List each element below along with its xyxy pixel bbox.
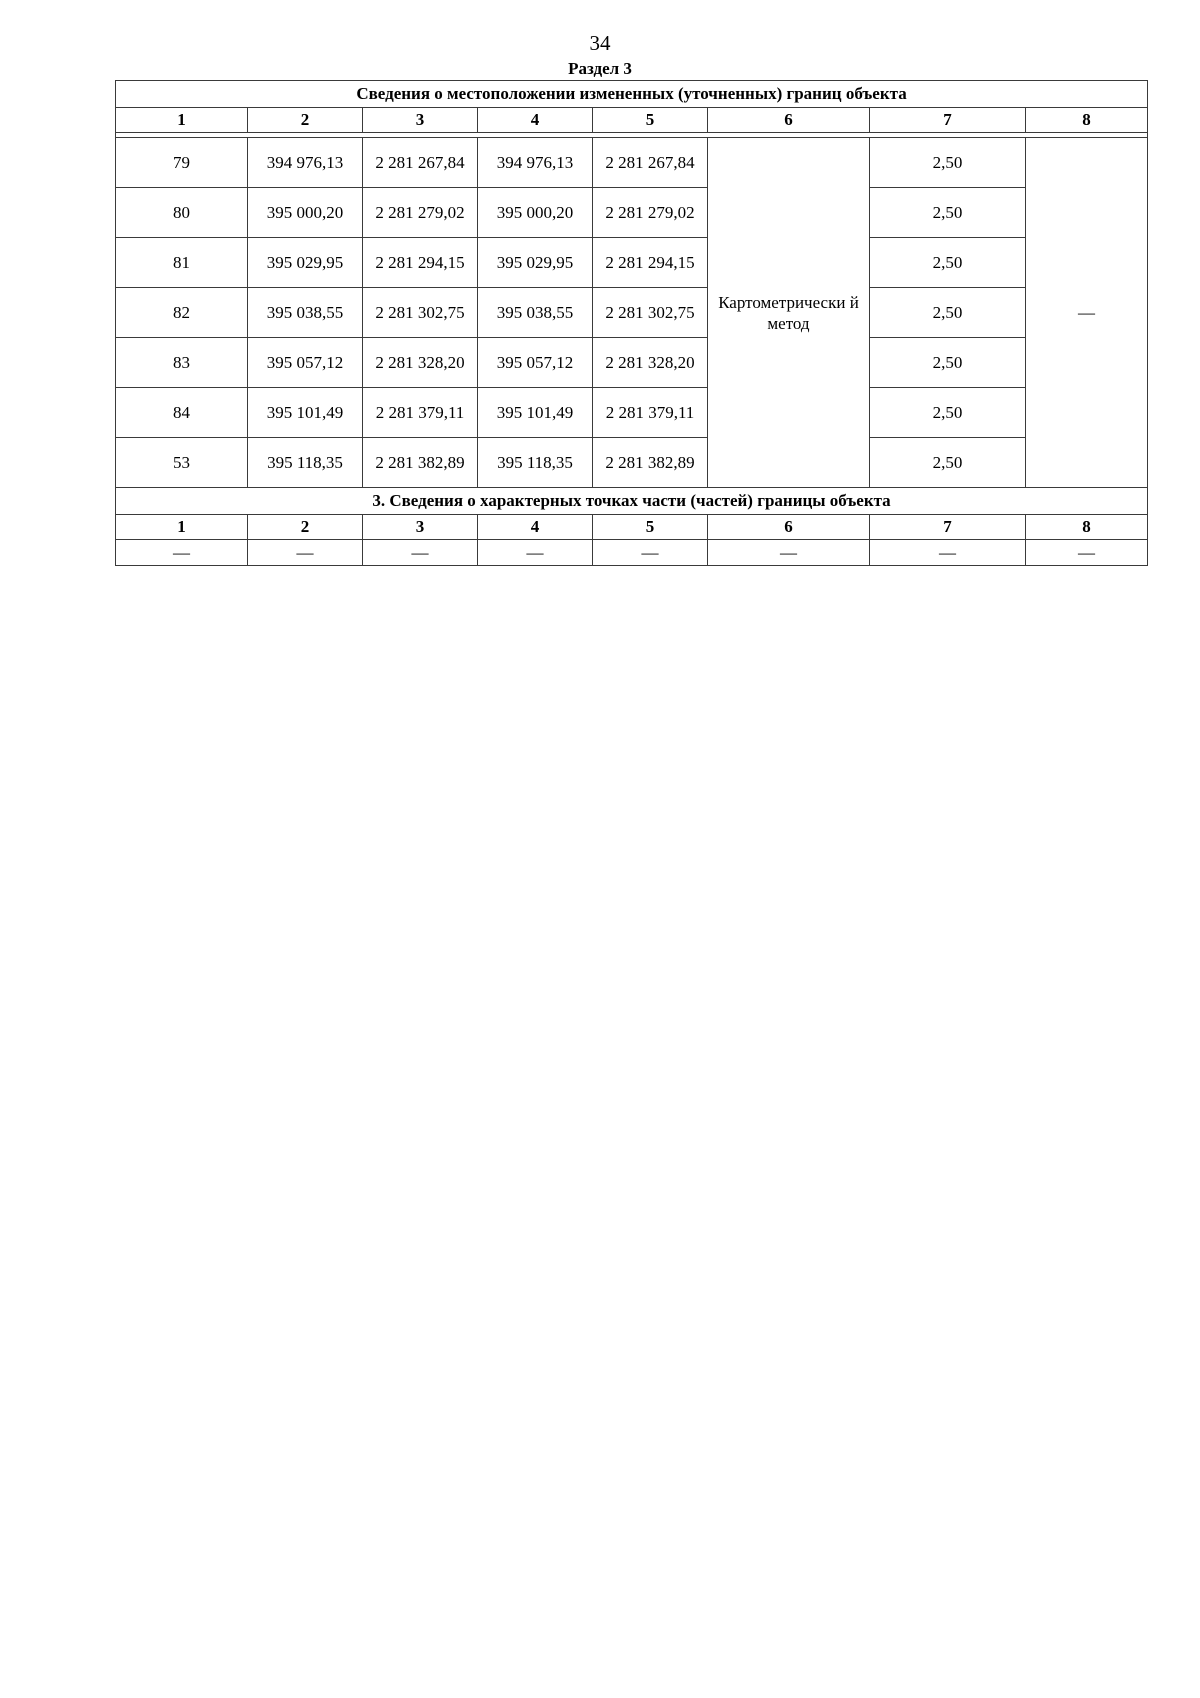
y-new: 2 281 279,02 [593,188,708,238]
section2-caption: 3. Сведения о характерных точках части (частей) границы объекта [116,488,1148,515]
x-new: 395 038,55 [478,288,593,338]
point-number: 80 [116,188,248,238]
section2-header-row [116,515,1148,540]
x-new: 395 029,95 [478,238,593,288]
section2-caption-row [116,488,1148,515]
table-caption: Сведения о местоположении измененных (уточненных) границ объекта [116,81,1148,108]
column-header: 6 [708,108,870,133]
empty-dash: — [363,540,478,566]
section-title: Раздел 3 [568,59,632,78]
table-row [116,138,1148,188]
section2-empty-row [116,540,1148,566]
y-new: 2 281 382,89 [593,438,708,488]
column-header: 4 [478,515,593,540]
empty-dash: — [593,540,708,566]
table-row [116,238,1148,288]
table-row [116,388,1148,438]
point-number: 81 [116,238,248,288]
empty-dash: — [248,540,363,566]
x-existing: 395 118,35 [248,438,363,488]
table-row [116,188,1148,238]
column-header: 3 [363,515,478,540]
point-number: 82 [116,288,248,338]
y-existing: 2 281 379,11 [363,388,478,438]
boundary-table [115,80,1148,566]
column-header: 7 [870,515,1026,540]
y-existing: 2 281 382,89 [363,438,478,488]
column-header: 5 [593,108,708,133]
y-new: 2 281 294,15 [593,238,708,288]
column-header: 2 [248,108,363,133]
header-row [116,108,1148,133]
column-header: 5 [593,515,708,540]
column-header: 7 [870,108,1026,133]
accuracy: 2,50 [870,138,1026,188]
point-number: 84 [116,388,248,438]
point-number: 53 [116,438,248,488]
column-header: 1 [116,515,248,540]
column-header: 6 [708,515,870,540]
y-new: 2 281 379,11 [593,388,708,438]
column-header: 8 [1026,108,1148,133]
point-number: 83 [116,338,248,388]
x-existing: 395 000,20 [248,188,363,238]
x-new: 395 057,12 [478,338,593,388]
accuracy: 2,50 [870,238,1026,288]
x-existing: 395 038,55 [248,288,363,338]
y-new: 2 281 328,20 [593,338,708,388]
empty-dash: — [116,540,248,566]
column-header: 2 [248,515,363,540]
y-existing: 2 281 279,02 [363,188,478,238]
y-new: 2 281 267,84 [593,138,708,188]
accuracy: 2,50 [870,188,1026,238]
y-existing: 2 281 328,20 [363,338,478,388]
empty-dash: — [478,540,593,566]
x-existing: 394 976,13 [248,138,363,188]
empty-dash: — [1026,540,1148,566]
empty-dash: — [870,540,1026,566]
empty-dash: — [708,540,870,566]
x-new: 395 000,20 [478,188,593,238]
y-existing: 2 281 294,15 [363,238,478,288]
column-header: 1 [116,108,248,133]
accuracy: 2,50 [870,338,1026,388]
x-existing: 395 029,95 [248,238,363,288]
y-existing: 2 281 267,84 [363,138,478,188]
x-existing: 395 057,12 [248,338,363,388]
table-row [116,438,1148,488]
column-header: 3 [363,108,478,133]
table-caption-row [116,81,1148,108]
column-header: 4 [478,108,593,133]
accuracy: 2,50 [870,388,1026,438]
method-cell: Картометрически й метод [708,138,870,488]
column-header: 8 [1026,515,1148,540]
x-existing: 395 101,49 [248,388,363,438]
y-new: 2 281 302,75 [593,288,708,338]
table-row [116,288,1148,338]
accuracy: 2,50 [870,288,1026,338]
y-existing: 2 281 302,75 [363,288,478,338]
col8-cell: — [1026,138,1148,488]
x-new: 395 118,35 [478,438,593,488]
point-number: 79 [116,138,248,188]
accuracy: 2,50 [870,438,1026,488]
table-row [116,338,1148,388]
x-new: 394 976,13 [478,138,593,188]
page-number: 34 [589,31,611,55]
x-new: 395 101,49 [478,388,593,438]
